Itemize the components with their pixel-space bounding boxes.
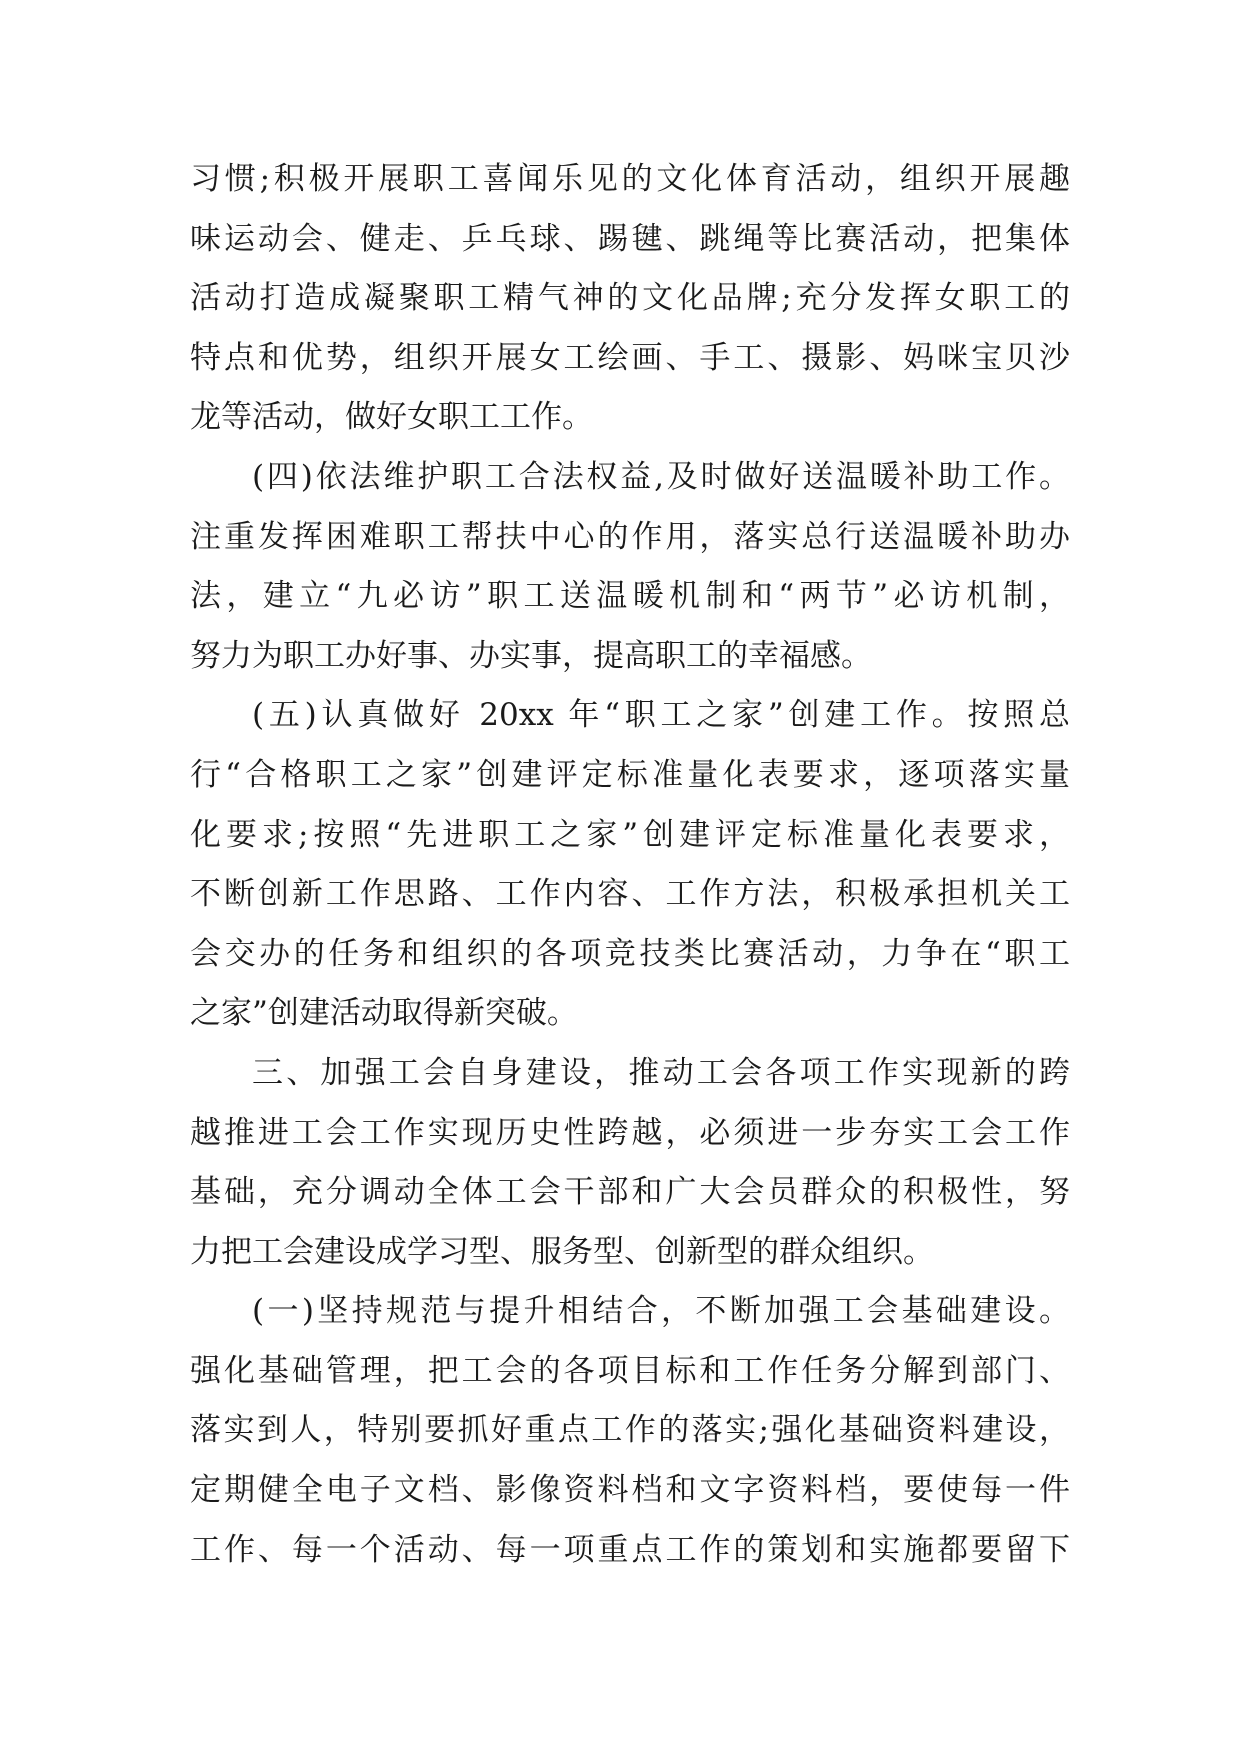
text-line: 法，建立“九必访”职工送温暖机制和“两节”必访机制， [190, 578, 1070, 615]
text-line: 注重发挥困难职工帮扶中心的作用，落实总行送温暖补助办 [190, 518, 1070, 555]
text-line: 会交办的任务和组织的各项竞技类比赛活动，力争在“职工 [190, 935, 1070, 972]
text-line: 龙等活动，做好女职工工作。 [190, 399, 593, 436]
text-line: 味运动会、健走、乒乓球、踢毽、跳绳等比赛活动，把集体 [190, 220, 1070, 257]
text-line: 活动打造成凝聚职工精气神的文化品牌;充分发挥女职工的 [190, 280, 1070, 317]
text-line: 越推进工会工作实现历史性跨越，必须进一步夯实工会工作 [190, 1114, 1070, 1151]
text-line: 努力为职工办好事、办实事，提高职工的幸福感。 [190, 637, 872, 674]
text-line: 基础，充分调动全体工会干部和广大会员群众的积极性，努 [190, 1174, 1070, 1211]
text-line: 特点和优势，组织开展女工绘画、手工、摄影、妈咪宝贝沙 [190, 339, 1070, 376]
text-line: 工作、每一个活动、每一项重点工作的策划和实施都要留下 [190, 1531, 1070, 1568]
text-line: 力把工会建设成学习型、服务型、创新型的群众组织。 [190, 1233, 934, 1270]
text-line: 三、加强工会自身建设，推动工会各项工作实现新的跨 [252, 1054, 1070, 1091]
text-line: 定期健全电子文档、影像资料档和文字资料档，要使每一件 [190, 1472, 1070, 1509]
text-line: 之家”创建活动取得新突破。 [190, 995, 578, 1032]
text-line: 行“合格职工之家”创建评定标准量化表要求，逐项落实量 [190, 756, 1070, 793]
text-line: 落实到人，特别要抓好重点工作的落实;强化基础资料建设， [190, 1412, 1070, 1449]
text-line: (四)依法维护职工合法权益,及时做好送温暖补助工作。 [252, 458, 1070, 495]
text-line: 化要求;按照“先进职工之家”创建评定标准量化表要求， [190, 816, 1070, 853]
text-line: 强化基础管理，把工会的各项目标和工作任务分解到部门、 [190, 1352, 1070, 1389]
text-line: (五)认真做好 20xx 年“职工之家”创建工作。按照总 [252, 697, 1070, 734]
body-text [190, 150, 1070, 1580]
text-line: 习惯;积极开展职工喜闻乐见的文化体育活动，组织开展趣 [190, 161, 1070, 197]
text-line: (一)坚持规范与提升相结合，不断加强工会基础建设。 [252, 1293, 1070, 1330]
text-line: 不断创新工作思路、工作内容、工作方法，积极承担机关工 [190, 876, 1070, 913]
